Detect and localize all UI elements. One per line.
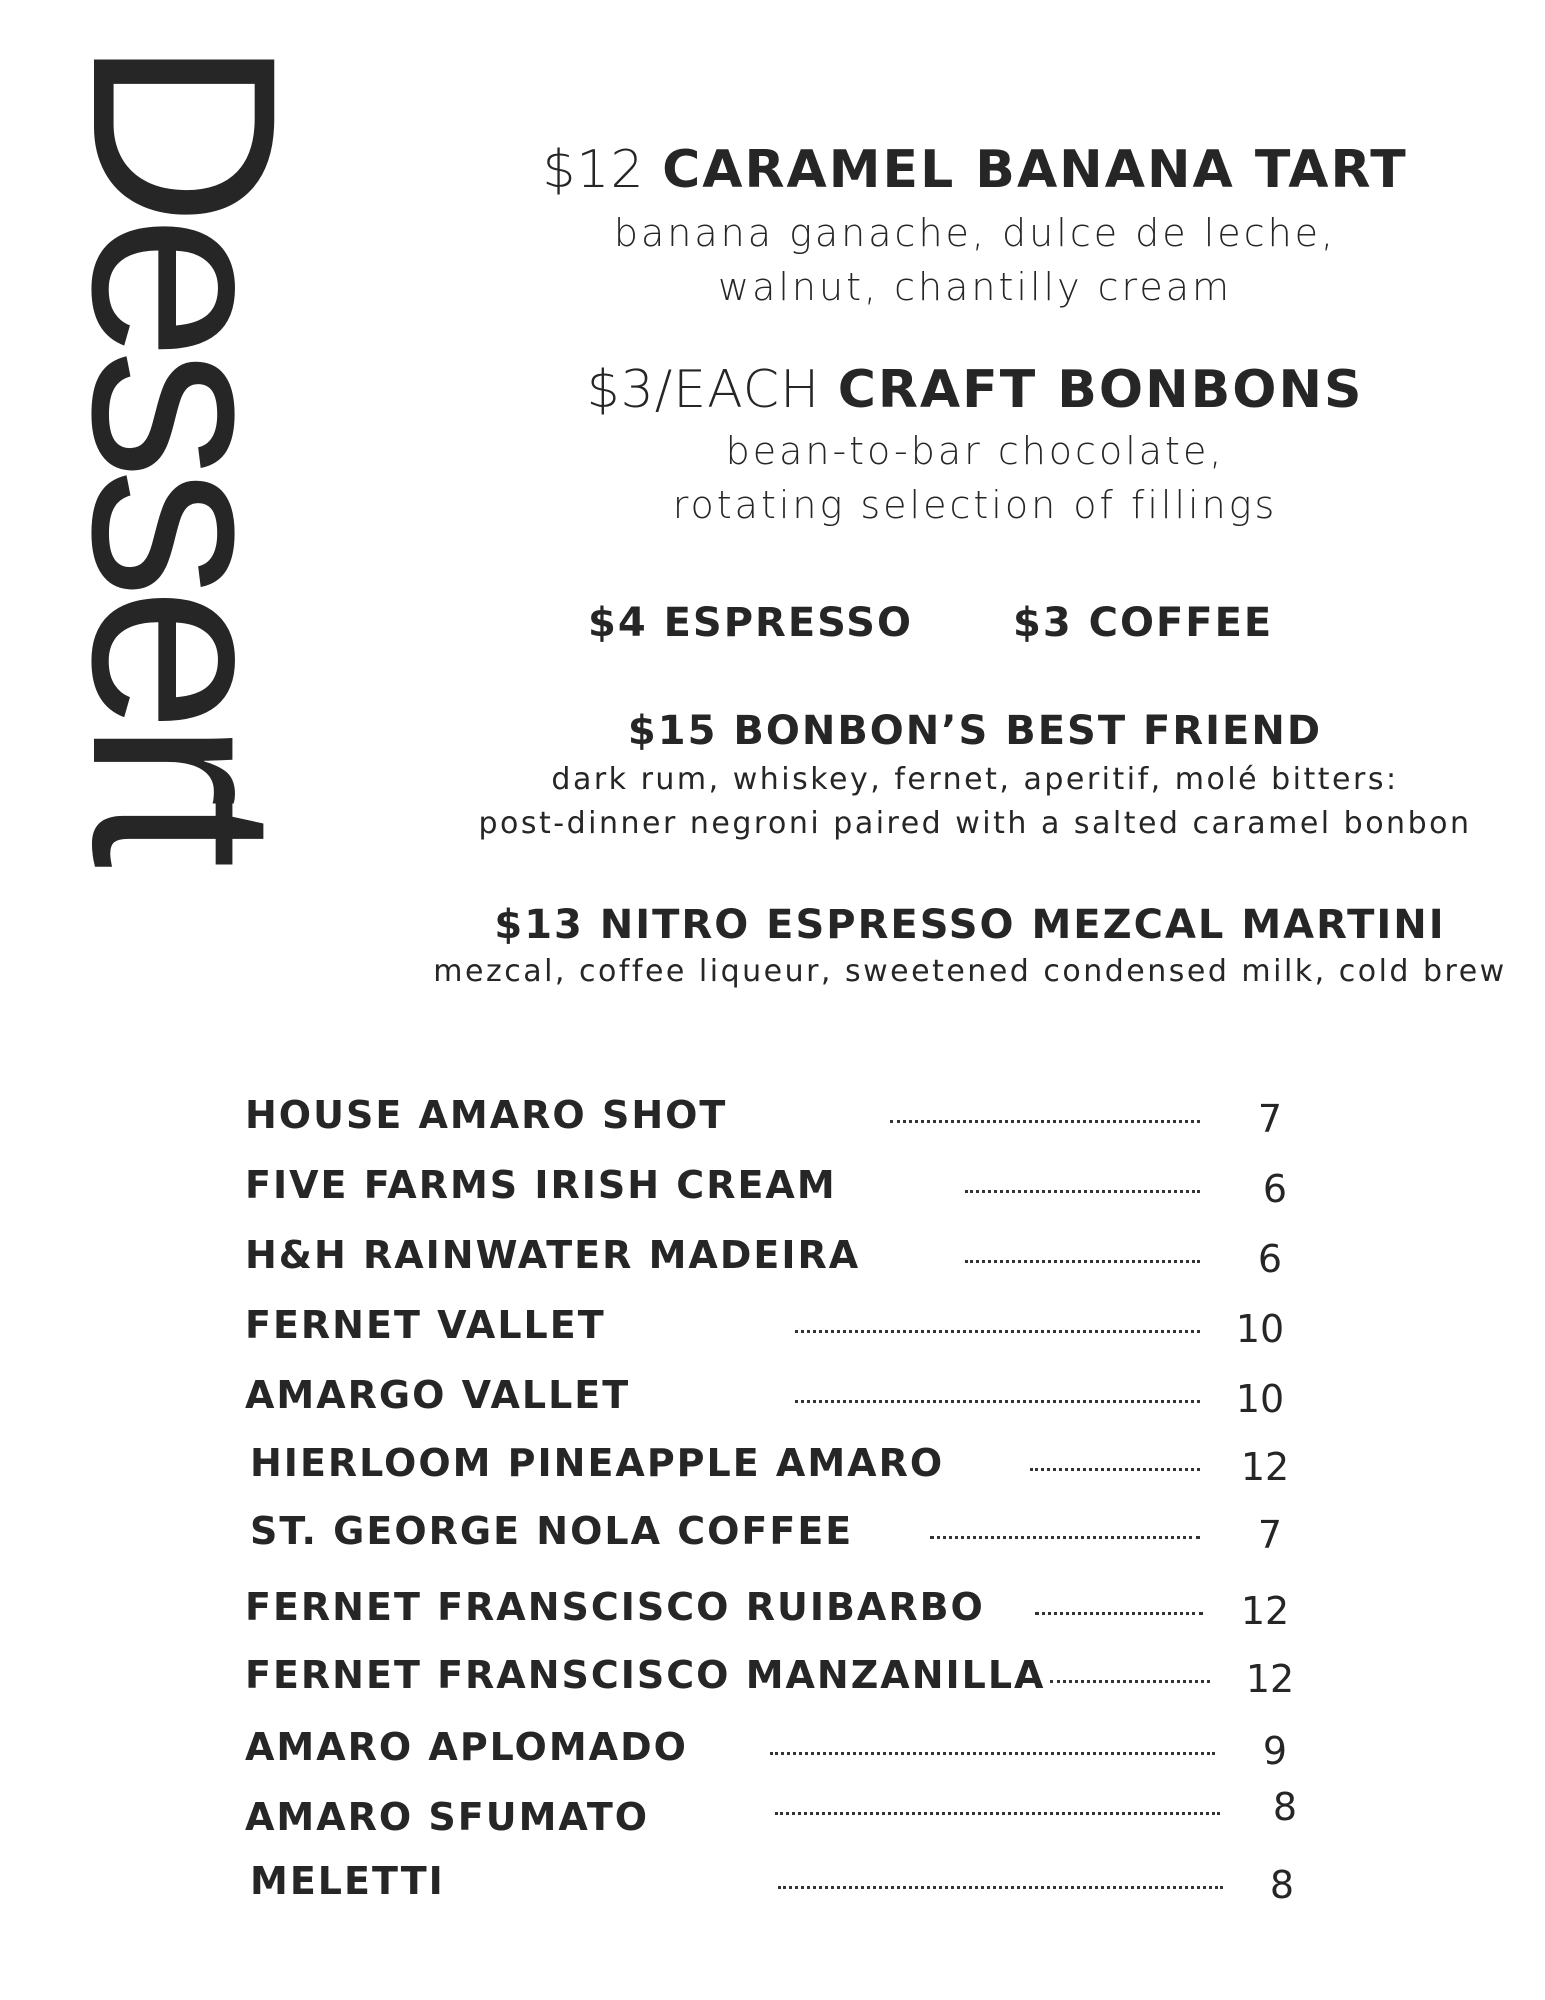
dessert-description-line: walnut, chantilly cream xyxy=(718,265,1232,309)
cocktail-description-line: dark rum, whiskey, fernet, aperitif, molé bitters: xyxy=(551,762,1399,797)
amaro-price: 6 xyxy=(1262,1167,1288,1211)
amaro-price: 8 xyxy=(1272,1785,1298,1829)
amaro-row xyxy=(0,1650,1545,1700)
dessert-price: $3/EACH xyxy=(586,360,821,420)
amaro-name: FERNET FRANSCISCO MANZANILLA xyxy=(245,1653,1046,1697)
dessert-heading xyxy=(400,360,1545,420)
amaro-row xyxy=(0,1230,1545,1280)
leader-dots xyxy=(1035,1612,1203,1615)
cocktail-item-nitro-espresso-mezcal-martini xyxy=(395,902,1545,994)
dessert-name: CRAFT BONBONS xyxy=(837,360,1364,420)
dessert-description xyxy=(400,424,1545,532)
amaro-name: AMARO APLOMADO xyxy=(245,1725,688,1769)
amaro-row xyxy=(0,1090,1545,1140)
leader-dots xyxy=(1030,1468,1200,1471)
menu-title: Dessert xyxy=(38,38,331,857)
amaro-price: 8 xyxy=(1269,1863,1295,1907)
amaro-row xyxy=(0,1582,1545,1632)
leader-dots xyxy=(890,1120,1200,1123)
amaro-row xyxy=(0,1438,1545,1488)
amaro-row xyxy=(0,1785,1545,1842)
amaro-name: AMARGO VALLET xyxy=(245,1373,631,1417)
cocktail-heading: $13 NITRO ESPRESSO MEZCAL MARTINI xyxy=(494,902,1446,948)
amaro-name: HOUSE AMARO SHOT xyxy=(245,1093,728,1137)
amaro-row xyxy=(0,1506,1545,1556)
dessert-description xyxy=(400,206,1545,314)
amaro-price: 7 xyxy=(1257,1097,1283,1141)
amaro-price: 7 xyxy=(1257,1513,1283,1557)
leader-dots xyxy=(965,1190,1200,1193)
amaro-name: FIVE FARMS IRISH CREAM xyxy=(245,1163,837,1207)
leader-dots xyxy=(965,1260,1200,1263)
amaro-price: 12 xyxy=(1245,1657,1295,1701)
leader-dots xyxy=(795,1400,1200,1403)
cocktail-description-line: post-dinner negroni paired with a salted caramel bonbon xyxy=(478,806,1472,841)
cocktail-heading: $15 BONBON’S BEST FRIEND xyxy=(627,708,1323,754)
dessert-description-line: rotating selection of fillings xyxy=(672,483,1278,527)
leader-dots xyxy=(775,1812,1220,1815)
cocktail-description xyxy=(400,758,1545,846)
amaro-name: H&H RAINWATER MADEIRA xyxy=(245,1233,861,1277)
amaro-price: 12 xyxy=(1240,1445,1290,1489)
dessert-name: CARAMEL BANANA TART xyxy=(662,140,1408,200)
espresso-item: $4 ESPRESSO xyxy=(588,600,913,646)
leader-dots xyxy=(770,1752,1215,1755)
amaro-name: AMARO SFUMATO xyxy=(245,1795,650,1839)
amaro-row xyxy=(0,1370,1545,1420)
amaro-name: ST. GEORGE NOLA COFFEE xyxy=(250,1509,854,1553)
amaro-price: 10 xyxy=(1235,1377,1285,1421)
coffee-item: $3 COFFEE xyxy=(1013,600,1274,646)
amaro-row xyxy=(0,1856,1545,1906)
leader-dots xyxy=(795,1330,1200,1333)
amaro-row xyxy=(0,1300,1545,1350)
amaro-price: 10 xyxy=(1235,1307,1285,1351)
amaro-name: HIERLOOM PINEAPPLE AMARO xyxy=(250,1441,945,1485)
amaro-price: 12 xyxy=(1240,1589,1290,1633)
dessert-description-line: bean-to-bar chocolate, xyxy=(725,429,1225,473)
cocktail-item-bonbons-best-friend xyxy=(400,708,1545,846)
amaro-name: FERNET VALLET xyxy=(245,1303,606,1347)
dessert-item-caramel-banana-tart xyxy=(400,140,1545,314)
leader-dots xyxy=(930,1536,1200,1539)
dessert-item-craft-bonbons xyxy=(400,360,1545,532)
amaro-price: 9 xyxy=(1262,1729,1288,1773)
amaro-name: MELETTI xyxy=(250,1859,445,1903)
cocktail-description-line: mezcal, coffee liqueur, sweetened condensed milk, cold brew xyxy=(433,954,1507,989)
amaro-row xyxy=(0,1722,1545,1772)
leader-dots xyxy=(778,1886,1223,1889)
amaro-price: 6 xyxy=(1257,1237,1283,1281)
leader-dots xyxy=(1050,1680,1210,1683)
dessert-heading xyxy=(400,140,1545,200)
amaro-name: FERNET FRANSCISCO RUIBARBO xyxy=(245,1585,985,1629)
cocktail-description xyxy=(395,950,1545,994)
dessert-price: $12 xyxy=(542,140,645,200)
dessert-description-line: banana ganache, dulce de leche, xyxy=(613,211,1337,255)
amaro-row xyxy=(0,1160,1545,1210)
